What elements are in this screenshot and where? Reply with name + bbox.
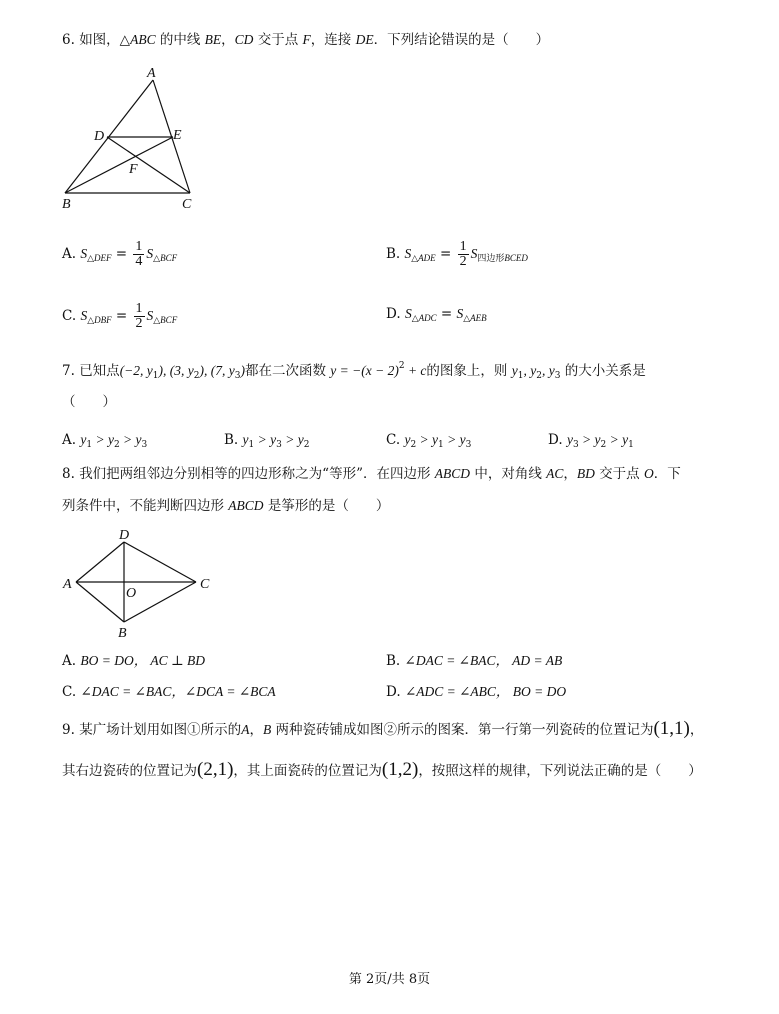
label-d: D [119, 528, 130, 543]
label-o: O [126, 586, 137, 601]
q8-kite-figure [58, 524, 223, 642]
q6-triangle-figure [55, 60, 215, 215]
label-b: B [118, 626, 127, 641]
q6-option-d: D. $S_{\triangle ADC} = S_{\triangle AEB}$ [386, 306, 487, 323]
q9-stem-line2: 其右边瓷砖的位置记为(2,1)，其上面瓷砖的位置记为(1,2)，按照这样的规律，下列说法正确的是（ ） [62, 759, 702, 780]
label-f: F [129, 162, 138, 177]
label-b: B [62, 197, 71, 212]
q7-option-d: D. $y_3 > y_2 > y_1$ [548, 432, 634, 450]
q7-stem: 7. 已知点(−2, $y_1$), (3, $y_2$), (7, $y_3$)都在二次函数 $y = -(x - 2)^2 + c$的图象上，则 $y_1$, $y_2$, $y_3$ 的大小关系是 [62, 361, 646, 381]
q8-stem-line2: 列条件中，不能判断四边形 ABCD 是筝形的是（ ） [62, 498, 390, 514]
label-a: A [63, 577, 72, 592]
q8-stem-line1: 8. 我们把两组邻边分别相等的四边形称之为“等形”．在四边形 ABCD 中，对角线 AC，BD 交于点 O．下 [62, 466, 681, 482]
label-d: D [94, 129, 105, 144]
q7-option-a: A. $y_1 > y_2 > y_3$ [62, 432, 148, 450]
q8-option-c: C. ∠DAC = ∠BAC，∠DCA = ∠BCA [62, 684, 276, 700]
q7-option-c: C. $y_2 > y_1 > y_3$ [386, 432, 472, 450]
q8-option-b: B. ∠DAC = ∠BAC， AD = AB [386, 653, 563, 669]
q7-option-b: B. $y_1 > y_3 > y_2$ [224, 432, 310, 450]
q8-option-a: A. BO = DO， AC ⊥ BD [62, 653, 206, 669]
q6-stem: 6. 如图，△ABC 的中线 BE，CD 交于点 F，连接 DE．下列结论错误的是（ ） [62, 32, 550, 48]
q6-option-b: B. $S_{\triangle ADE}$ = $\frac{1}{2}$ $S_{四边形BCED}$ [386, 239, 528, 269]
label-c: C [182, 197, 192, 212]
label-c: C [200, 577, 210, 592]
label-a: A [147, 66, 156, 81]
q6-option-a: A. $S_{\triangle DEF}$ = $\frac{1}{4}$ $S_{\triangle BCF}$ [62, 239, 178, 269]
q9-stem-line1: 9. 某广场计划用如图①所示的A，B 两种瓷砖铺成如图②所示的图案．第一行第一列瓷砖的位置记为(1,1)， [62, 718, 704, 739]
q8-option-d: D. ∠ADC = ∠ABC， BO = DO [386, 684, 567, 700]
q6-option-c: C. $S_{\triangle DBF}$ = $\frac{1}{2}$ $S_{\triangle BCF}$ [62, 301, 178, 331]
page-footer: 第 2页/共 8页 [348, 972, 431, 987]
q7-paren: （ ） [62, 394, 116, 410]
label-e: E [173, 128, 182, 143]
